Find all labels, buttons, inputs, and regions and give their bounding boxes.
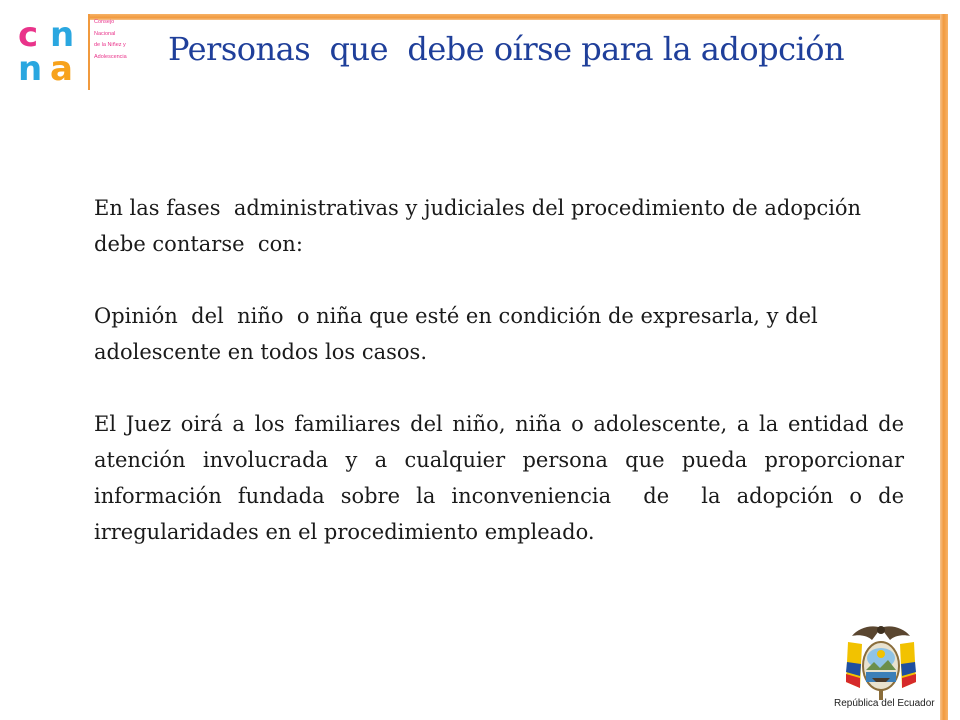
logo-line: Nacional: [94, 30, 116, 37]
logo-line: Adolescencia: [94, 53, 127, 60]
emblem-label: República del Ecuador: [834, 698, 935, 709]
logo-letter-c: c: [18, 15, 39, 55]
logo-line: Consejo: [94, 19, 115, 25]
cnna-logo: [14, 14, 88, 88]
frame-top-border: [90, 14, 948, 20]
ecuador-coat-of-arms-icon: [844, 622, 918, 702]
paragraph-opinion: Opinión del niño o niña que esté en condición de expresarla, y del adolescente en todos los casos.: [94, 304, 825, 364]
logo-letter-a: a: [50, 49, 73, 88]
paragraph-judge: El Juez oirá a los familiares del niño, niña o adolescente, a la entidad de atención involucrada y a cualquier persona que pueda proporcionar información fundada sobre la inconveniencia de la adopción o de irregularidades en el procedimiento empleado.: [94, 412, 918, 544]
paragraph-intro: En las fases administrativas y judiciales del procedimiento de adopción debe contarse con:: [94, 196, 868, 256]
logo-line: de la Niñez y: [94, 42, 126, 48]
slide-title: Personas que debe oírse para la adopción: [168, 30, 845, 68]
slide-body: [94, 190, 918, 586]
logo-caption: [94, 17, 164, 63]
logo-separator: [88, 14, 90, 90]
frame-right-border: [940, 14, 948, 720]
logo-letter-n1: n: [50, 15, 75, 55]
logo-letter-n2: n: [18, 49, 43, 88]
